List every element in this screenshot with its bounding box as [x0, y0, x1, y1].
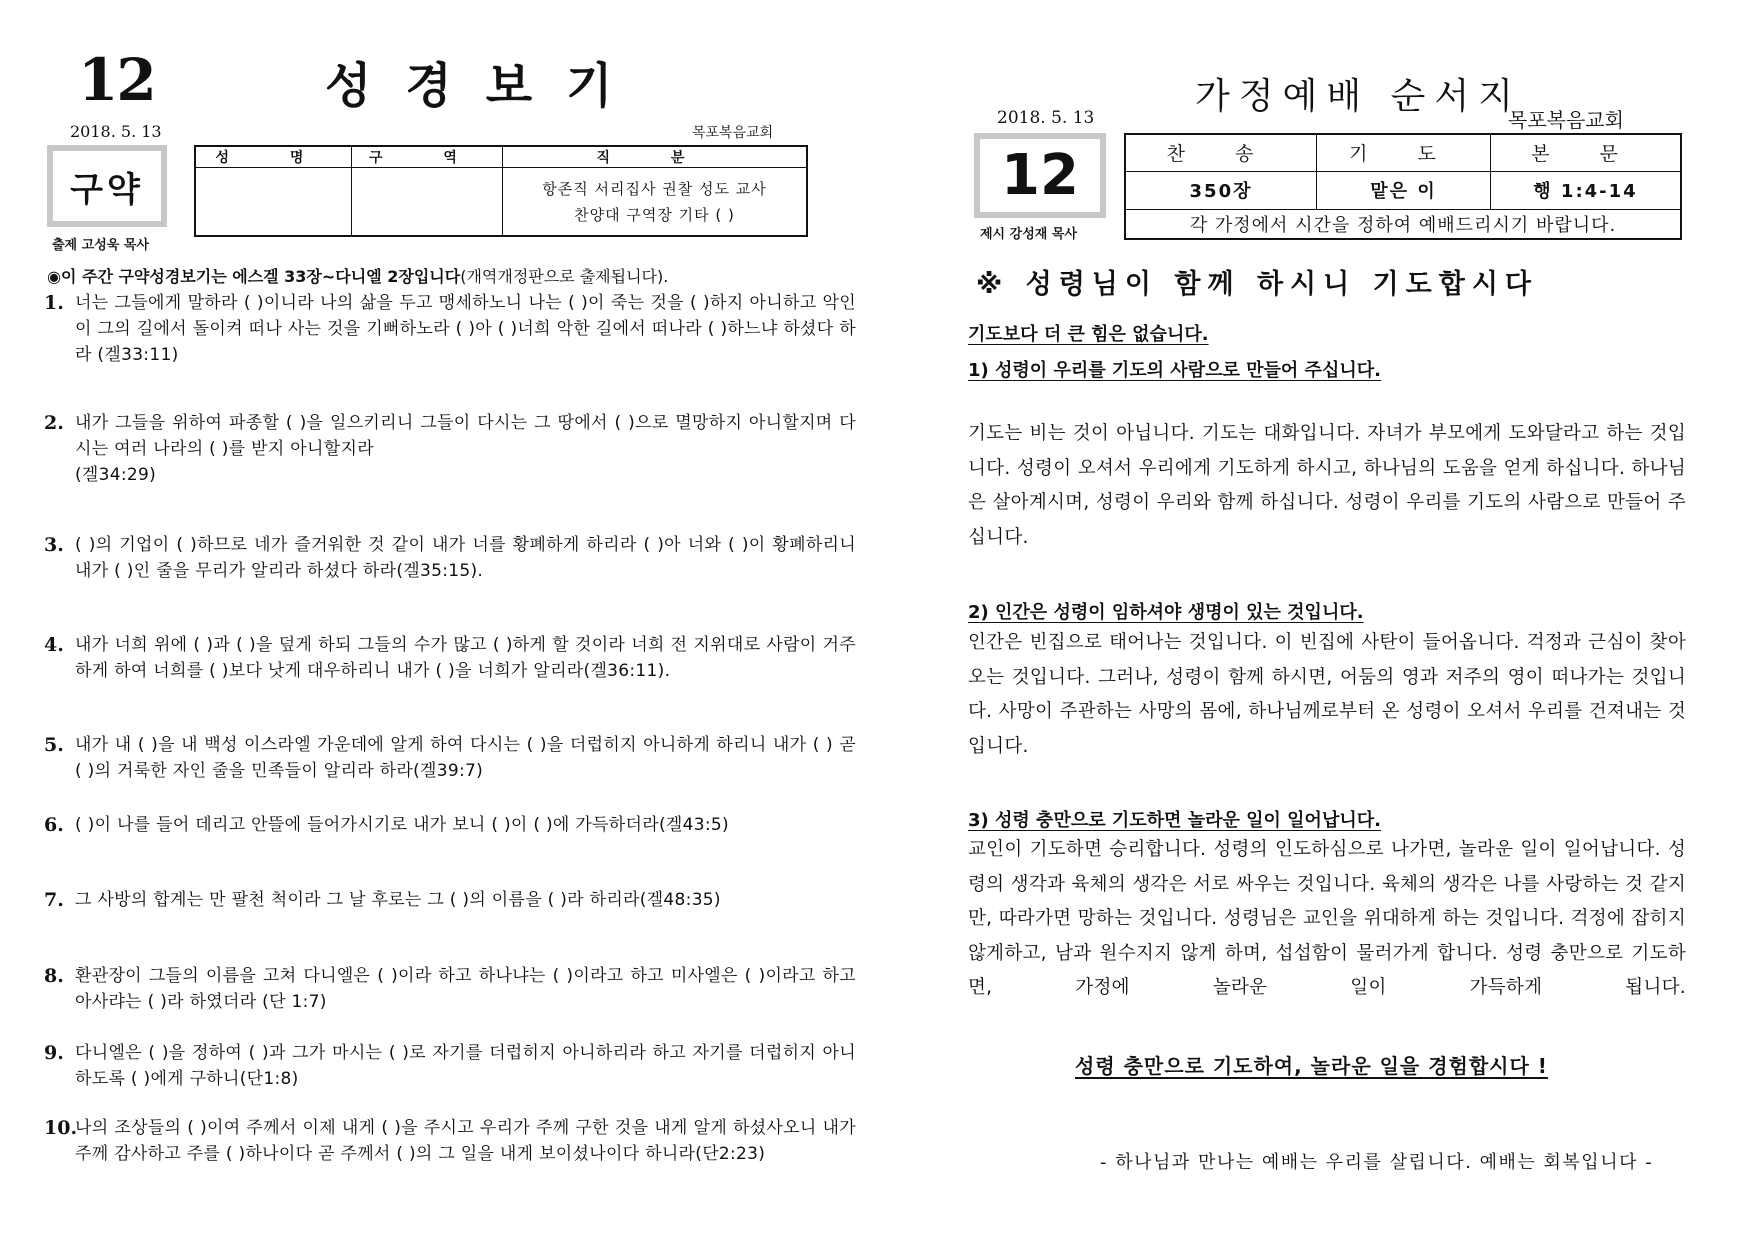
participant-info-table	[194, 145, 808, 237]
question-9	[44, 1040, 856, 1092]
district-header: 구 역	[352, 146, 503, 168]
name-header: 성 명	[195, 146, 352, 168]
section-3-heading: 3) 성령 충만으로 기도하면 놀라운 일이 일어납니다.	[968, 810, 1381, 831]
question-text: 다니엘은 ( )을 정하여 ( )과 그가 마시는 ( )로 자기를 더럽히지 아니하리라 하고 자기를 더럽히지 아니하도록 ( )에게 구하니(단1:8)	[75, 1043, 856, 1089]
question-text: ( )의 기업이 ( )하므로 네가 즐거워한 것 같이 내가 너를 황폐하게 하리라 ( )아 너와 ( )이 황폐하리니 내가 ( )인 줄을 무리가 알리라 하셨다 하라(겔35:15).	[75, 535, 856, 581]
old-testament-badge: 구약	[47, 145, 167, 227]
question-number: 3.	[44, 534, 64, 556]
question-4	[44, 632, 856, 684]
scripture-value: 행 1:4-14	[1491, 171, 1682, 209]
question-text: 나의 조상들의 ( )이여 주께서 이제 내게 ( )을 주시고 우리가 주께 구한 것을 내게 알게 하셨사오니 내가 주께 감사하고 주를 ( )하나이다 곧 주께서 ( )의 그 일을 내게 보이셨나이다 하니라(단2:23)	[75, 1118, 856, 1164]
duty-line-2: 찬양대 구역장 기타 ( )	[574, 205, 735, 224]
question-text: 그 사방의 합계는 만 팔천 척이라 그 날 후로는 그 ( )의 이름을 ( )라 하리라(겔48:35)	[75, 890, 721, 910]
question-text: ( )이 나를 들어 데리고 안뜰에 들어가시기로 내가 보니 ( )이 ( )에 가득하더라(겔43:5)	[75, 815, 729, 835]
question-reference: (겔34:29)	[75, 465, 157, 485]
question-number: 7.	[44, 889, 64, 911]
bible-quiz-title: 성경보기	[325, 58, 647, 114]
question-text: 내가 너희 위에 ( )과 ( )을 덮게 하되 그들의 수가 많고 ( )하게 할 것이라 너희 전 지위대로 사람이 거주하게 하여 너희를 ( )보다 낫게 대우하리니 내가 ( )을 너희가 알리라(겔36:11).	[75, 635, 856, 681]
left-church-name: 목포복음교회	[692, 125, 774, 141]
question-8	[44, 963, 856, 1015]
duty-options[interactable]	[503, 168, 808, 237]
right-author: 제시 강성재 목사	[980, 227, 1077, 242]
question-text: 내가 그들을 위하여 파종할 ( )을 일으키리니 그들이 다시는 그 땅에서 ( )으로 멸망하지 아니할지며 다시는 여러 나라의 ( )를 받지 아니할지라	[75, 413, 856, 459]
quiz-intro-bold: ◉이 주간 구약성경보기는 에스겔 33장~다니엘 2장입니다	[47, 267, 461, 286]
question-3	[44, 532, 856, 584]
worship-order-table	[1124, 133, 1682, 240]
question-number: 4.	[44, 634, 64, 656]
question-number: 5.	[44, 734, 64, 756]
closing-exhortation: 성령 충만으로 기도하여, 놀라운 일을 경험합시다 !	[1075, 1054, 1548, 1078]
right-church-name: 목포복음교회	[1508, 108, 1624, 132]
question-number: 2.	[44, 412, 64, 434]
section-1-heading: 1) 성령이 우리를 기도의 사람으로 만들어 주십니다.	[968, 360, 1381, 381]
question-2	[44, 410, 856, 488]
hymn-header: 찬 송	[1125, 134, 1317, 171]
quiz-intro-note: (개역개정판으로 출제됩니다).	[460, 267, 669, 286]
district-field[interactable]	[352, 168, 503, 237]
quiz-intro	[47, 264, 668, 287]
question-number: 8.	[44, 965, 64, 987]
left-date: 2018. 5. 13	[70, 122, 162, 141]
question-5	[44, 732, 856, 784]
question-number: 6.	[44, 814, 64, 836]
question-10	[44, 1115, 856, 1167]
sermon-intro-heading: 기도보다 더 큰 힘은 없습니다.	[968, 324, 1209, 345]
duty-header: 직 분	[503, 146, 808, 168]
question-text: 너는 그들에게 말하라 ( )이니라 나의 삶을 두고 맹세하노니 나는 ( )이 죽는 것을 ( )하지 아니하고 악인이 그의 길에서 돌이켜 떠나 사는 것을 기뻐하노라 ( )아 ( )너희 악한 길에서 떠나라 ( )하느냐 하셨다 하라 (겔33:11)	[75, 293, 856, 365]
right-date: 2018. 5. 13	[997, 108, 1095, 128]
prayer-header: 기 도	[1317, 134, 1491, 171]
week-number-badge: 12	[974, 133, 1106, 218]
left-author: 출제 고성욱 목사	[52, 238, 149, 253]
question-number: 9.	[44, 1042, 64, 1064]
question-text: 내가 내 ( )을 내 백성 이스라엘 가운데에 알게 하여 다시는 ( )을 더럽히지 아니하게 하리니 내가 ( ) 곧 ( )의 거룩한 자인 줄을 민족들이 알리라 하라(겔39:7)	[75, 735, 856, 781]
name-field[interactable]	[195, 168, 352, 237]
sermon-main-heading: ※ 성령님이 함께 하시니 기도합시다	[976, 269, 1538, 300]
scripture-header: 본 문	[1491, 134, 1682, 171]
worship-notice: 각 가정에서 시간을 정하여 예배드리시기 바랍니다.	[1125, 209, 1681, 239]
section-2-heading: 2) 인간은 성령이 임하셔야 생명이 있는 것입니다.	[968, 602, 1364, 623]
section-2-body: 인간은 빈집으로 태어나는 것입니다. 이 빈집에 사탄이 들어옵니다. 걱정과 근심이 찾아오는 것입니다. 그러나, 성령이 함께 하시면, 어둠의 영과 저주의 영이 떠나가는 것입니다. 사망이 주관하는 사망의 몸에, 하나님께로부터 온 성령이 오셔서 우리를 건져내는 것입니다.	[968, 632, 1686, 757]
question-number: 1.	[44, 292, 64, 314]
question-number: 10.	[44, 1117, 78, 1139]
question-7	[44, 887, 856, 913]
question-text: 환관장이 그들의 이름을 고쳐 다니엘은 ( )이라 하고 하나냐는 ( )이라고 하고 미사엘은 ( )이라고 하고 아사랴는 ( )라 하였더라 (단 1:7)	[75, 966, 856, 1012]
week-number-left: 12	[78, 46, 155, 114]
question-1	[44, 290, 856, 368]
family-worship-title: 가정예배 순서지	[1195, 76, 1522, 117]
section-1-body: 기도는 비는 것이 아닙니다. 기도는 대화입니다. 자녀가 부모에게 도와달라고 하는 것입니다. 성령이 오셔서 우리에게 기도하게 하시고, 하나님의 도움을 얻게 하십니다. 하나님은 살아계시며, 성령이 우리와 함께 하십니다. 성령이 우리를 기도의 사람으로 만들어 주십니다.	[968, 423, 1686, 548]
prayer-value: 맡은 이	[1317, 171, 1491, 209]
hymn-value: 350장	[1125, 171, 1317, 209]
section-3-body: 교인이 기도하면 승리합니다. 성령의 인도하심으로 나가면, 놀라운 일이 일어납니다. 성령의 생각과 육체의 생각은 서로 싸우는 것입니다. 육체의 생각은 나를 사랑하는 것 같지만, 따라가면 망하는 것입니다. 성령님은 교인을 위대하게 하는 것입니다. 걱정에 잡히지 않게하고, 남과 원수지지 않게 하며, 섭섭함이 물러가게 합니다. 성령 충만으로 기도하면, 가정에 놀라운 일이 가득하게 됩니다.	[968, 839, 1686, 998]
question-6	[44, 812, 856, 838]
duty-line-1: 항존직 서리집사 권찰 성도 교사	[542, 179, 767, 198]
footer-motto: - 하나님과 만나는 예배는 우리를 살립니다. 예배는 회복입니다 -	[1100, 1152, 1654, 1173]
